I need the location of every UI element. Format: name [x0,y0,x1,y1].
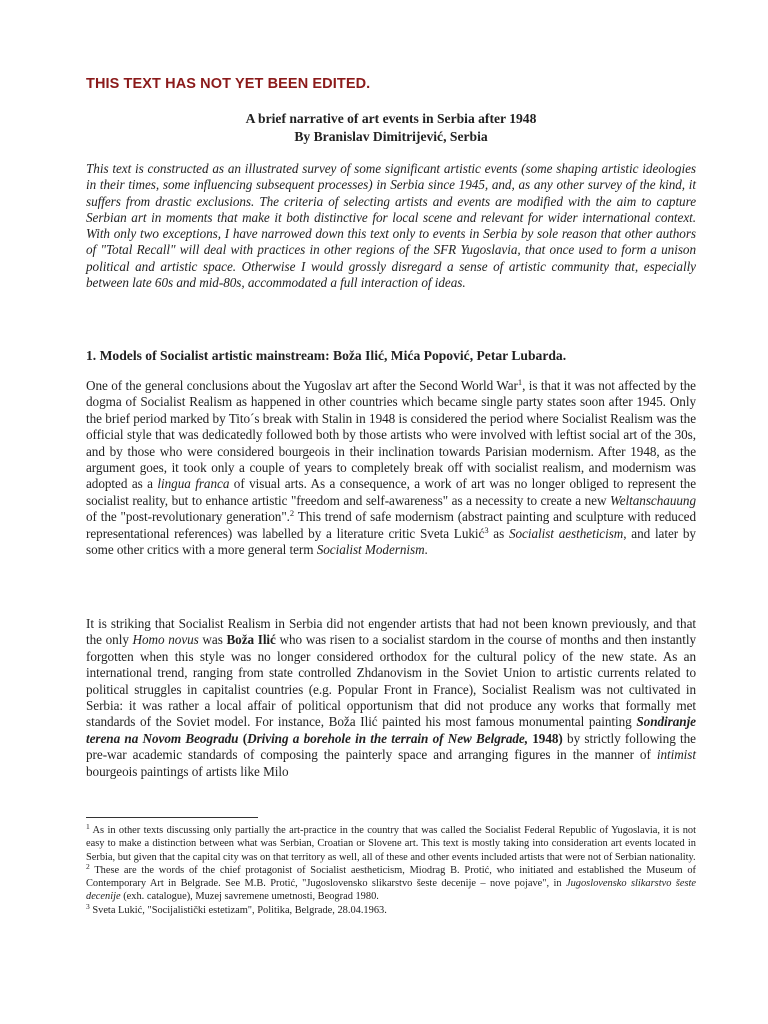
text-run: lingua franca [157,476,230,492]
footnote-ref: 1 [517,377,523,387]
body-paragraph [86,378,696,558]
section-heading: 1. Models of Socialist artistic mainstream: Boža Ilić, Mića Popović, Petar Lubarda. [86,348,567,363]
text-run: Sondiranje terena na Novom Beogradu [86,714,696,746]
text-run: of visual arts. As a consequence, a work of art was no longer obliged to represent the socialist reality, but to enhance artistic "freedom and self-awareness" as a necessity to create a new [86,476,696,508]
text-run: bourgeois paintings of artists like Milo [86,763,289,779]
footnote-ref: 3 [484,524,489,535]
text-run: ( [238,730,248,746]
text-run: One of the general conclusions about the Yugoslav art after the Second World War [86,378,518,393]
footnote [86,861,696,904]
text-run: . [424,542,428,558]
text-run: It is striking that Socialist Realism in Serbia did not engender artists that had not been known previously, and that the only [86,616,696,648]
text-run: Socialist aestheticism [508,525,624,541]
intro-paragraph: This text is constructed as an illustrated survey of some significant artistic events (some shaping artistic ideologies in their times, some influencing subsequent processes) in Serbia since 1945, and, as any other survey of the kind, it suffers from drastic exclusions. The criteria of selecting artists and events are modified with the aim to capture Serbian art in moments that make it both distinctive for local scene and relevant for wider international context. With only two exceptions, I have narrowed down this text only to events in Serbia by sole reason that other authors of "Total Recall" will deal with practices in other regions of the SFR Yugoslavia, that once used to form a unison political and artistic space. Otherwise I would grossly disregard a sense of artistic community that, especially between late 60s and mid-80s, accommodated a full interaction of ideas. [86,161,696,291]
text-run: 1948) [527,730,563,746]
footnote-number: 1 [86,822,90,831]
footnote-divider [86,817,258,818]
edit-notice: THIS TEXT HAS NOT YET BEEN EDITED. [86,76,371,92]
footnote [86,824,696,864]
text-run: was [198,632,227,648]
footnotes [86,824,696,917]
text-run: Boža Ilić [226,632,276,648]
footnote-text: These are the words of the chief protagonist of Socialist aestheticism, Miodrag B. Protić, who initiated and established the Museum of Contemporary Art in Belgrade. See M.B. Protić, "Jugoslovensko slikarstvo šeste decenije – nove pojave", in [86,864,696,890]
footnote-text: Jugoslovensko slikarstvo šeste decenije [86,878,696,903]
footnote-number: 2 [86,861,90,871]
author-line: By Branislav Dimitrijević, Serbia [294,129,488,144]
text-run: as [488,525,509,541]
footnote-text: (exh. catalogue), Muzej savremene umetnosti, Beograd 1980. [120,891,379,903]
text-run: Socialist Modernism [316,542,425,558]
text-run: who was risen to a socialist stardom in the course of months and then instantly forgotten when this style was no longer considered orthodox for the cultural policy of the new state. As an international trend, ranging from state controlled Zhdanovism in the Soviet Union to artistic currents related to political struggles in capitalist countries (e.g. Popular Front in France), Socialist Realism was not cultivated in Serbia: it was rather a local affair of political opportunism that did not produce any works that formally met standards of the Soviet model. For instance, Boža Ilić painted his most famous monumental painting [86,632,696,730]
footnote-ref: 2 [289,508,295,519]
footnote [86,901,696,917]
text-run: This trend of safe modernism (abstract painting and sculpture with reduced representational references) was labelled by a literature critic Sveta Lukić [86,509,696,541]
text-run: Homo novus [132,632,199,648]
title-line: A brief narrative of art events in Serbia after 1948 [245,111,537,126]
text-run: Weltanschauung [610,492,696,508]
footnote-text: As in other texts discussing only partially the art-practice in the country that was called the Socialist Federal Republic of Yugoslavia, it is not easy to make a distinction between what was Serbian, Croatian or Slovene art. This text is mostly taking into consideration art events located in Serbia, but given that the capital city was on that territory as well, all of these and other events included artists that were not of Serbian nationality. [86,825,696,863]
body-paragraph [86,616,696,780]
text-run: intimist [656,747,696,763]
text-run: by strictly following the pre-war academic standards of composing the painterly space and arranging figures in the manner of [86,730,696,763]
text-run: of the "post-revolutionary generation". [86,509,290,525]
document-title [86,110,696,146]
text-run: , and later by some other critics with a more general term [86,525,696,558]
footnote-number: 3 [86,901,90,911]
text-run: Driving a borehole in the terrain of New Belgrade, [247,730,528,746]
footnote-text: Sveta Lukić, "Socijalistički estetizam", Politika, Belgrade, 28.04.1963. [89,904,387,916]
text-run: , is that it was not affected by the dogma of Socialist Realism as happened in other countries which became single party states soon after 1945. Only the brief period marked by Tito´s break with Stalin in 1948 is considered the period where Socialist Realism was the official style that was dedicatedly followed both by those artists who were involved with leftist social art of the 30s, and by those who were considered bourgeois in their inclination towards Parisian modernism. After 1948, as the argument goes, it took only a couple of years to completely break off with socialist realism, and modernism was adopted as a [86,378,696,492]
